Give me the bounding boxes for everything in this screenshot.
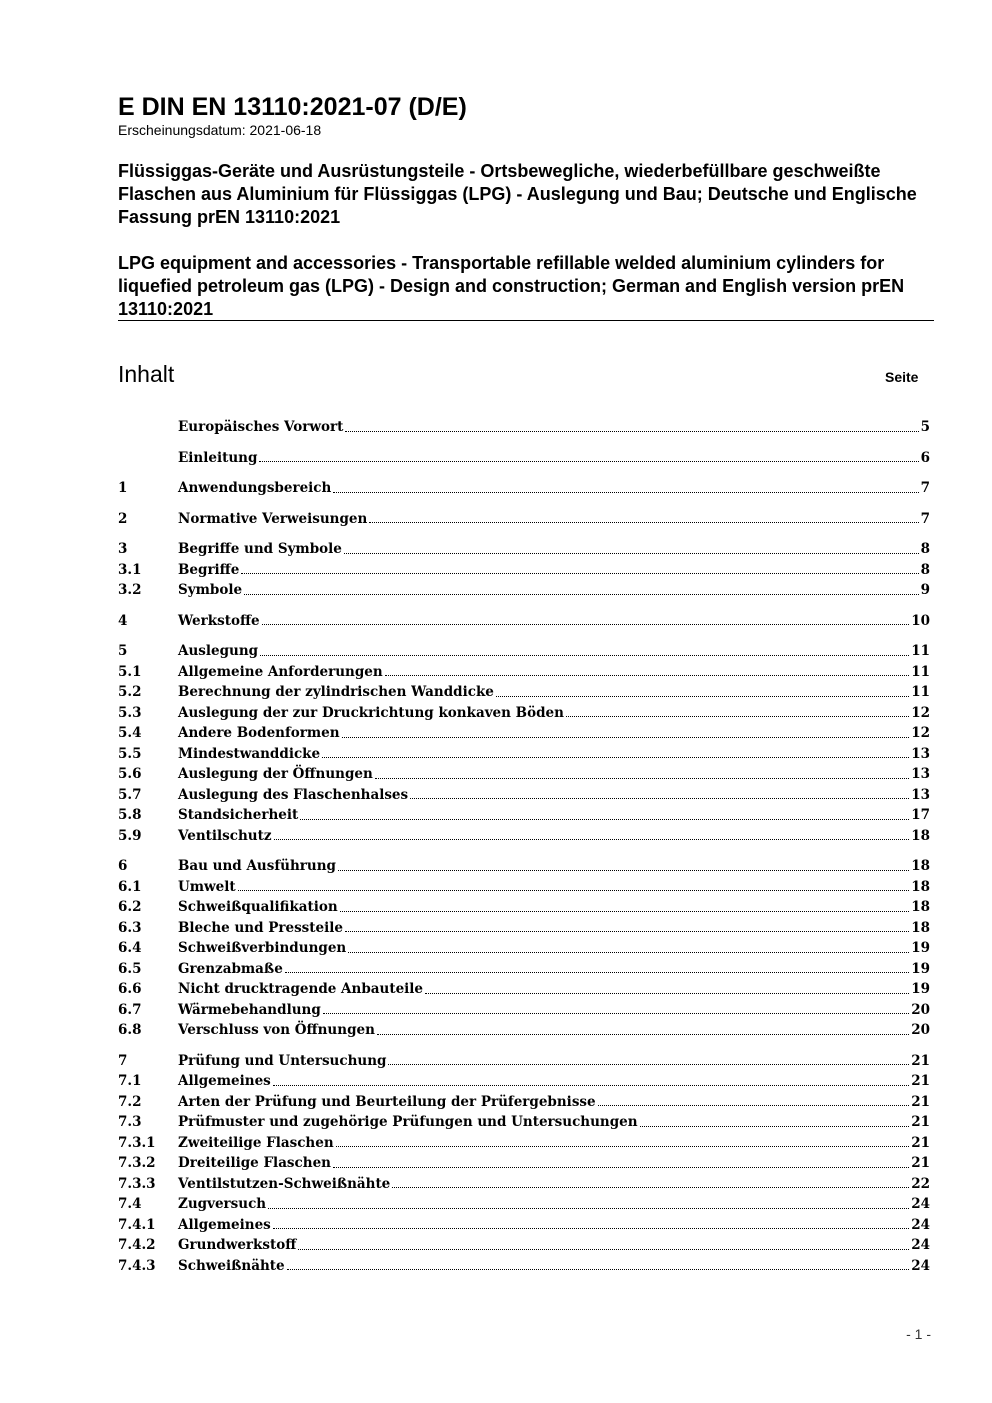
toc-entry-number: 6.1: [118, 878, 142, 895]
toc-entry-title: Bleche und Pressteile: [178, 919, 343, 936]
toc-entry-number: 7.4.3: [118, 1257, 156, 1274]
toc-dot-leader: [385, 674, 910, 676]
toc-entry-page: 13: [911, 745, 930, 762]
toc-entry-number: 5.1: [118, 663, 142, 680]
toc-entry[interactable]: [118, 826, 930, 847]
toc-entry-page: 18: [911, 858, 930, 874]
toc-dot-leader: [298, 1248, 909, 1250]
toc-entry-page: 5: [920, 419, 930, 435]
title-english: LPG equipment and accessories - Transportable refillable welded aluminium cylinders for liquefied petroleum gas (LPG) - Design and construction; German and English version prEN 13110:2021: [118, 253, 905, 319]
toc-dot-leader: [345, 430, 918, 432]
toc-entry-number: 7.1: [118, 1073, 142, 1089]
toc-dot-leader: [338, 869, 909, 871]
toc-entry-title: Begriffe und Symbole: [178, 541, 342, 557]
toc-heading: Inhalt: [118, 361, 175, 387]
toc-entry-title: Zweiteilige Flaschen: [178, 1134, 334, 1151]
toc-entry-page: 21: [911, 1052, 930, 1069]
toc-entry-page: 11: [911, 684, 930, 700]
toc-entry-page: 22: [911, 1175, 930, 1192]
toc-entry[interactable]: [118, 478, 930, 499]
title-rule: [118, 320, 934, 321]
toc-dot-leader: [322, 756, 909, 758]
toc-entry-page: 19: [911, 981, 930, 997]
toc-entry-page: 6: [920, 449, 930, 466]
toc-entry-number: 3: [118, 541, 128, 557]
document-id: E DIN EN 13110:2021-07 (D/E): [118, 93, 467, 121]
toc-entry-number: 6: [118, 858, 128, 874]
toc-entry-title: Auslegung der zur Druckrichtung konkaven Böden: [178, 704, 564, 721]
toc-entry[interactable]: [118, 1020, 930, 1041]
toc-entry-title: Berechnung der zylindrischen Wanddicke: [178, 684, 494, 700]
toc-entry-number: 5.3: [118, 704, 142, 721]
toc-entry[interactable]: [118, 509, 930, 530]
toc-entry-number: 5: [118, 643, 128, 659]
toc-dot-leader: [342, 736, 910, 738]
toc-entry-page: 24: [911, 1237, 930, 1253]
toc-entry-number: 7.2: [118, 1093, 142, 1110]
toc-entry-title: Schweißnähte: [178, 1257, 285, 1274]
toc-entry-title: Standsicherheit: [178, 807, 299, 823]
toc-dot-leader: [496, 695, 909, 697]
toc-dot-leader: [369, 521, 918, 523]
toc-entry-number: 5.4: [118, 725, 142, 741]
toc-dot-leader: [348, 951, 909, 953]
toc-entry-number: 7.4.1: [118, 1216, 156, 1233]
toc-entry-page: 12: [911, 704, 930, 721]
toc-entry-page: 24: [911, 1216, 930, 1233]
toc-dot-leader: [287, 1268, 910, 1270]
toc-entry[interactable]: [118, 938, 930, 959]
toc-dot-leader: [333, 1166, 909, 1168]
toc-entry-number: 5.7: [118, 786, 142, 803]
toc-entry-page: 12: [911, 725, 930, 741]
toc-entry-title: Schweißqualifikation: [178, 899, 338, 915]
toc-entry-title: Mindestwanddicke: [178, 745, 321, 762]
toc-entry[interactable]: [118, 959, 930, 980]
toc-entry-title: Zugversuch: [178, 1196, 267, 1212]
toc-dot-leader: [238, 889, 910, 891]
toc-entry-title: Auslegung des Flaschenhalses: [178, 786, 409, 803]
toc-entry-number: 6.6: [118, 981, 142, 997]
toc-entry-number: 7.4: [118, 1196, 142, 1212]
toc-entry[interactable]: [118, 1112, 930, 1133]
toc-entry-title: Symbole: [178, 582, 243, 598]
toc-entry[interactable]: [118, 580, 930, 601]
toc-dot-leader: [566, 715, 909, 717]
toc-entry-number: 4: [118, 612, 128, 629]
toc-entry-page: 13: [911, 766, 930, 782]
toc-entry[interactable]: [118, 877, 930, 898]
toc-entry-number: 5.5: [118, 745, 142, 762]
toc-dot-leader: [285, 971, 909, 973]
toc-entry-title: Nicht drucktragende Anbauteile: [178, 981, 424, 997]
toc-entry[interactable]: [118, 641, 930, 662]
toc-entry[interactable]: [118, 1071, 930, 1092]
toc-entry[interactable]: [118, 1092, 930, 1113]
toc-entry-page: 13: [911, 786, 930, 803]
toc-entry-title: Arten der Prüfung und Beurteilung der Prüfergebnisse: [178, 1093, 596, 1110]
toc-entry[interactable]: [118, 1153, 930, 1174]
toc-entry-title: Europäisches Vorwort: [178, 419, 344, 435]
publication-date: Erscheinungsdatum: 2021-06-18: [118, 122, 322, 138]
toc-page-column-label: Seite: [885, 369, 919, 385]
toc-entry[interactable]: [118, 1051, 930, 1072]
toc-entry-number: 6.2: [118, 899, 142, 915]
toc-entry-page: 20: [911, 1022, 930, 1038]
toc-entry-title: Umwelt: [178, 878, 236, 895]
toc-dot-leader: [273, 1227, 909, 1229]
toc-dot-leader: [410, 797, 909, 799]
toc-entry-number: 3.2: [118, 582, 142, 598]
toc-dot-leader: [323, 1012, 909, 1014]
toc-entry-page: 21: [911, 1134, 930, 1151]
toc-dot-leader: [260, 654, 909, 656]
toc-entry-page: 19: [911, 940, 930, 956]
toc-dot-leader: [344, 552, 919, 554]
toc-entry[interactable]: [118, 1215, 930, 1236]
toc-dot-leader: [262, 623, 910, 625]
toc-entry-number: 6.5: [118, 960, 142, 977]
toc-entry-number: 6.8: [118, 1022, 142, 1038]
toc-entry-title: Begriffe: [178, 561, 240, 578]
toc-entry-page: 21: [911, 1155, 930, 1171]
toc-entry-page: 7: [920, 480, 930, 496]
toc-entry[interactable]: [118, 703, 930, 724]
toc-entry[interactable]: [118, 448, 930, 469]
toc-entry-page: 8: [920, 561, 930, 578]
toc-dot-leader: [241, 572, 918, 574]
toc-entry-page: 20: [911, 1001, 930, 1018]
toc-entry-number: 6.3: [118, 919, 142, 936]
toc-entry-number: 5.2: [118, 684, 142, 700]
toc-entry-title: Werkstoffe: [178, 612, 260, 629]
toc-entry[interactable]: [118, 662, 930, 683]
toc-dot-leader: [598, 1104, 910, 1106]
toc-entry-title: Einleitung: [178, 449, 258, 466]
toc-dot-leader: [375, 777, 909, 779]
toc-entry[interactable]: [118, 918, 930, 939]
toc-dot-leader: [425, 992, 909, 994]
toc-entry-title: Grenzabmaße: [178, 960, 283, 977]
toc-dot-leader: [244, 593, 919, 595]
toc-entry-title: Ventilschutz: [178, 827, 272, 844]
toc-entry-page: 10: [911, 612, 930, 629]
toc-entry-number: 3.1: [118, 561, 142, 578]
toc-entry-number: 5.8: [118, 807, 142, 823]
toc-entry-page: 24: [911, 1196, 930, 1212]
toc-entry-number: 2: [118, 510, 128, 527]
toc-entry-title: Allgemeines: [178, 1073, 271, 1089]
toc-entry-page: 21: [911, 1073, 930, 1089]
toc-dot-leader: [300, 818, 909, 820]
toc-entry-page: 9: [920, 582, 930, 598]
toc-entry-title: Prüfung und Untersuchung: [178, 1052, 387, 1069]
toc-dot-leader: [274, 838, 910, 840]
toc-entry-title: Auslegung der Öffnungen: [178, 766, 373, 782]
toc-dot-leader: [345, 930, 909, 932]
toc-entry-title: Wärmebehandlung: [178, 1001, 321, 1018]
toc-entry-title: Prüfmuster und zugehörige Prüfungen und Untersuchungen: [178, 1114, 638, 1130]
toc-entry-page: 7: [920, 510, 930, 527]
toc-dot-leader: [377, 1033, 909, 1035]
toc-entry-page: 21: [911, 1093, 930, 1110]
toc-dot-leader: [336, 1145, 910, 1147]
toc-entry-page: 11: [911, 643, 930, 659]
toc-entry-number: 5.6: [118, 766, 142, 782]
toc-dot-leader: [333, 491, 918, 493]
toc-entry-page: 18: [911, 827, 930, 844]
toc-entry-number: 7.4.2: [118, 1237, 156, 1253]
toc-dot-leader: [392, 1186, 909, 1188]
toc-entry-number: 6.4: [118, 940, 142, 956]
toc-entry-page: 18: [911, 878, 930, 895]
toc-entry[interactable]: [118, 764, 930, 785]
toc-entry-page: 17: [911, 807, 930, 823]
toc-entry[interactable]: [118, 723, 930, 744]
toc-entry-number: 7: [118, 1052, 128, 1069]
toc-entry-title: Allgemeines: [178, 1216, 271, 1233]
toc-entry-title: Allgemeine Anforderungen: [178, 663, 383, 680]
toc-entry-page: 21: [911, 1114, 930, 1130]
toc-entry[interactable]: [118, 611, 930, 632]
toc-dot-leader: [640, 1125, 910, 1127]
toc-dot-leader: [388, 1063, 909, 1065]
toc-entry-title: Verschluss von Öffnungen: [178, 1022, 375, 1038]
toc-entry-number: 5.9: [118, 827, 142, 844]
toc-entry-title: Ventilstutzen-Schweißnähte: [178, 1175, 391, 1192]
toc-entry-page: 18: [911, 919, 930, 936]
toc-entry-title: Schweißverbindungen: [178, 940, 347, 956]
toc-entry-page: 8: [920, 541, 930, 557]
toc-entry-title: Dreiteilige Flaschen: [178, 1155, 331, 1171]
toc-entry-page: 19: [911, 960, 930, 977]
toc-entry-page: 11: [911, 663, 930, 680]
toc-entry[interactable]: [118, 979, 930, 1000]
toc-entry-title: Auslegung: [178, 643, 259, 659]
toc-entry[interactable]: [118, 1235, 930, 1256]
toc-entry-number: 7.3: [118, 1114, 142, 1130]
toc-entry-page: 24: [911, 1257, 930, 1274]
toc-entry-title: Grundwerkstoff: [178, 1237, 297, 1253]
toc-entry[interactable]: [118, 417, 930, 438]
toc-entry-title: Anwendungsbereich: [178, 480, 332, 496]
toc-entry[interactable]: [118, 1174, 930, 1195]
toc-entry[interactable]: [118, 682, 930, 703]
toc-entry[interactable]: [118, 1000, 930, 1021]
toc-dot-leader: [273, 1084, 909, 1086]
toc-entry[interactable]: [118, 560, 930, 581]
toc-entry[interactable]: [118, 856, 930, 877]
toc-entry-title: Bau und Ausführung: [178, 858, 336, 874]
toc-entry[interactable]: [118, 744, 930, 765]
toc-entry-number: 7.3.1: [118, 1134, 156, 1151]
toc-entry[interactable]: [118, 805, 930, 826]
toc-entry-number: 6.7: [118, 1001, 142, 1018]
toc-entry[interactable]: [118, 1133, 930, 1154]
toc-entry-number: 1: [118, 480, 128, 496]
toc-entry-title: Andere Bodenformen: [178, 725, 340, 741]
toc-entry-number: 7.3.3: [118, 1175, 156, 1192]
title-german: Flüssiggas-Geräte und Ausrüstungsteile - Ortsbewegliche, wiederbefüllbare geschweißte Flaschen aus Aluminium für Flüssiggas (LPG) - Auslegung und Bau; Deutsche und Englische Fassung prEN 13110:2021: [118, 161, 917, 227]
toc-entry[interactable]: [118, 1194, 930, 1215]
toc-dot-leader: [259, 460, 918, 462]
toc-dot-leader: [268, 1207, 909, 1209]
toc-entry[interactable]: [118, 897, 930, 918]
toc-entry-page: 18: [911, 899, 930, 915]
page-number: - 1 -: [906, 1326, 931, 1342]
toc-entry-number: 7.3.2: [118, 1155, 156, 1171]
table-of-contents: [118, 417, 930, 1276]
toc-dot-leader: [340, 910, 909, 912]
toc-entry[interactable]: [118, 539, 930, 560]
toc-entry[interactable]: [118, 1256, 930, 1277]
toc-entry[interactable]: [118, 785, 930, 806]
toc-entry-title: Normative Verweisungen: [178, 510, 368, 527]
